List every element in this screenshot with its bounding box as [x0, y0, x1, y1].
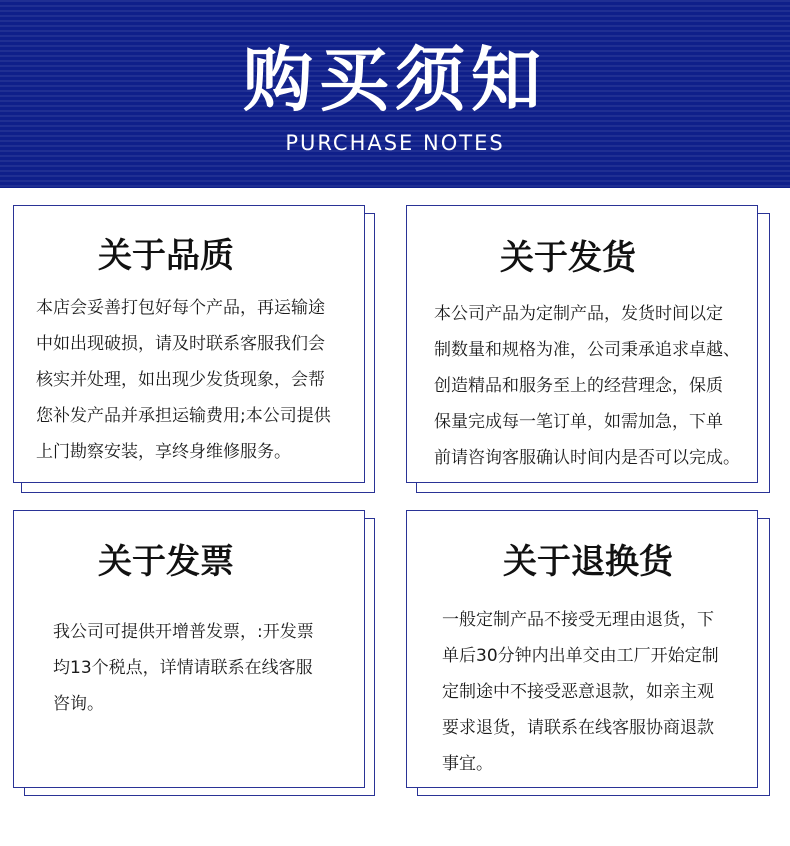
card-shipping-line: 保量完成每一笔订单，如需加急，下单	[434, 412, 723, 432]
card-quality-line: 上门勘察安装，享终身维修服务。	[36, 442, 291, 462]
card-shipping-line: 创造精品和服务至上的经营理念，保质	[434, 376, 723, 396]
card-shipping-line: 制数量和规格为准，公司秉承追求卓越、	[434, 340, 740, 360]
card-shipping-title: 关于发货	[500, 238, 636, 278]
card-quality-line: 中如出现破损，请及时联系客服我们会	[36, 334, 325, 354]
card-returns-line: 一般定制产品不接受无理由退货，下	[442, 610, 714, 630]
card-returns-line: 事宜。	[442, 754, 493, 774]
card-invoice-line: 均13个税点，详情请联系在线客服	[53, 658, 313, 678]
card-quality-title: 关于品质	[98, 236, 234, 276]
card-returns-line: 单后30分钟内出单交由工厂开始定制	[442, 646, 719, 666]
card-quality-line: 核实并处理，如出现少发货现象，会帮	[36, 370, 325, 390]
card-shipping-line: 本公司产品为定制产品，发货时间以定	[434, 304, 723, 324]
card-shipping-body	[434, 296, 740, 476]
card-invoice-body	[53, 614, 314, 722]
card-returns-line: 要求退货，请联系在线客服协商退款	[442, 718, 714, 738]
card-quality-line: 本店会妥善打包好每个产品，再运输途	[36, 298, 325, 318]
card-shipping-line: 前请咨询客服确认时间内是否可以完成。	[434, 448, 740, 468]
header-banner	[0, 0, 790, 188]
card-returns-title: 关于退换货	[503, 542, 673, 582]
card-invoice-line: 我公司可提供开增普发票，:开发票	[53, 622, 314, 642]
card-quality-line: 您补发产品并承担运输费用;本公司提供	[36, 406, 331, 426]
card-returns-line: 定制途中不接受恶意退款，如亲主观	[442, 682, 714, 702]
card-returns-body	[442, 602, 719, 782]
card-quality-body	[36, 290, 331, 470]
card-invoice-title: 关于发票	[98, 542, 234, 582]
page-subtitle: PURCHASE NOTES	[285, 131, 505, 155]
page-title: 购买须知	[243, 39, 547, 121]
card-invoice-line: 咨询。	[53, 694, 104, 714]
